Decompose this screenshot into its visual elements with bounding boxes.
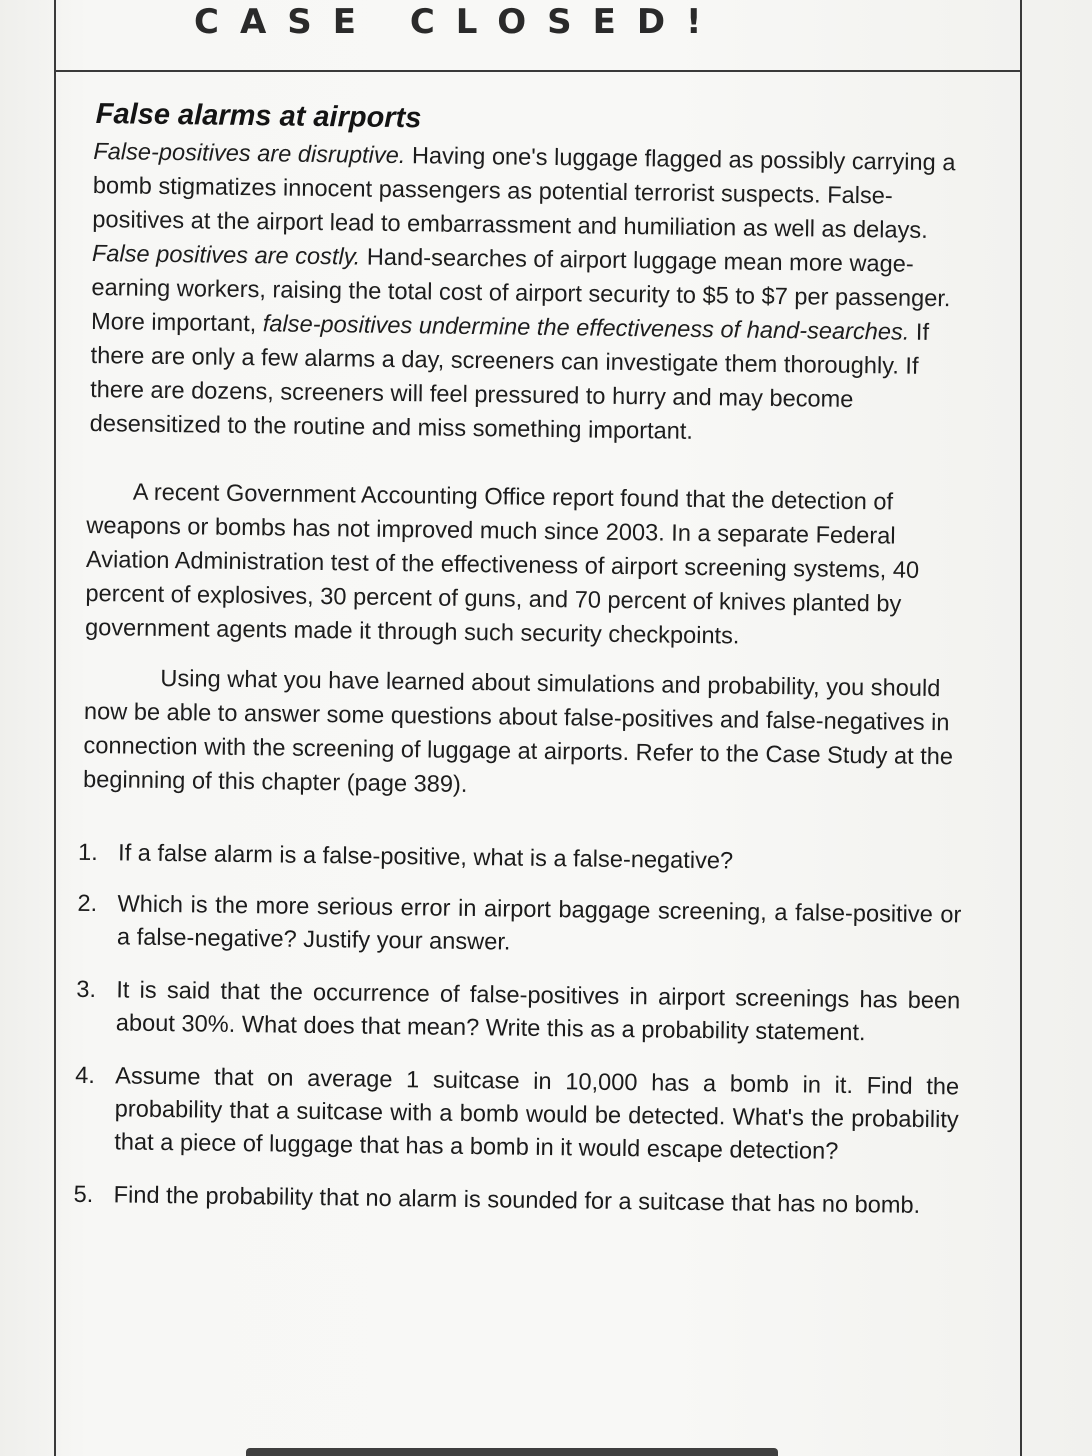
question-list: [73, 837, 962, 1224]
question-text: If a false alarm is a false-positive, what is a false-negative?: [117, 840, 734, 875]
list-item: [76, 974, 961, 1052]
paragraph-intro-part3: If there are only a few alarms a day, screeners can investigate them thoroughly. If there are dozens, screeners will feel pressured to hurry and may become desensitized to the routine and miss something important.: [89, 319, 930, 445]
question-number: 2.: [77, 890, 98, 918]
question-text: Assume that on average 1 suitcase in 10,000 has a bomb in it. Find the probability that a suitcase with a bomb would be detected. What's the probability that a piece of luggage that has a bomb in it would escape detection?: [114, 1063, 960, 1165]
question-number: 5.: [73, 1181, 94, 1209]
paragraph-gao-report: A recent Government Accounting Office report found that the detection of weapons or bombs has not improved much since 2003. In a separate Federal Aviation Administration test of the effectiveness of airport screening systems, 40 percent of explosives, 30 percent of guns, and 70 percent of knives planted by government agents made it through such security checkpoints.: [84, 479, 920, 650]
paragraph-intro: [90, 135, 972, 452]
question-text: Which is the more serious error in airport baggage screening, a false-positive or a false-negative? Justify your answer.: [116, 891, 962, 956]
right-border-rule: [1020, 0, 1022, 1456]
paragraph-intro-part2: Hand-searches of airport luggage mean more wage-earning workers, raising the total cost of airport security to $5 to $7 per passenger. More important,: [90, 244, 951, 338]
paragraph-intro-part1: Having one's luggage flagged as possibly carrying a bomb stigmatizes innocent passengers as potential terrorist suspects. False-positives at the airport lead to embarrassment and humiliation as well as delays.: [92, 143, 956, 244]
emphasis-disruptive: False-positives are disruptive.: [93, 139, 406, 170]
question-number: 3.: [76, 976, 97, 1004]
section-title: CASE CLOSED!: [194, 2, 723, 42]
emphasis-costly: False positives are costly.: [91, 241, 361, 271]
question-text: Find the probability that no alarm is sounded for a suitcase that has no bomb.: [113, 1182, 921, 1219]
article-body: [73, 98, 972, 1241]
list-item: [77, 888, 962, 966]
left-border-rule: [54, 0, 56, 1456]
paragraph-instructions: Using what you have learned about simulations and probability, you should now be able to answer some questions about false-positives and false-negatives in connection with the screening of luggage at airports. Refer to the Case Study at the beginning of this chapter (page 389).: [82, 665, 954, 798]
question-number: 1.: [77, 839, 98, 867]
section-header: [54, 0, 1022, 72]
article-heading: False alarms at airports: [95, 98, 422, 135]
question-text: It is said that the occurrence of false-positives in airport screenings has been about 30%. What does that mean? Write this as a probability statement.: [115, 977, 961, 1047]
list-item: [78, 837, 962, 882]
emphasis-undermine: false-positives undermine the effectiveness of hand-searches.: [262, 311, 910, 346]
question-number: 4.: [75, 1062, 96, 1090]
list-item: [74, 1060, 959, 1171]
bottom-edge-bar: [246, 1448, 778, 1456]
list-item: [73, 1179, 957, 1224]
